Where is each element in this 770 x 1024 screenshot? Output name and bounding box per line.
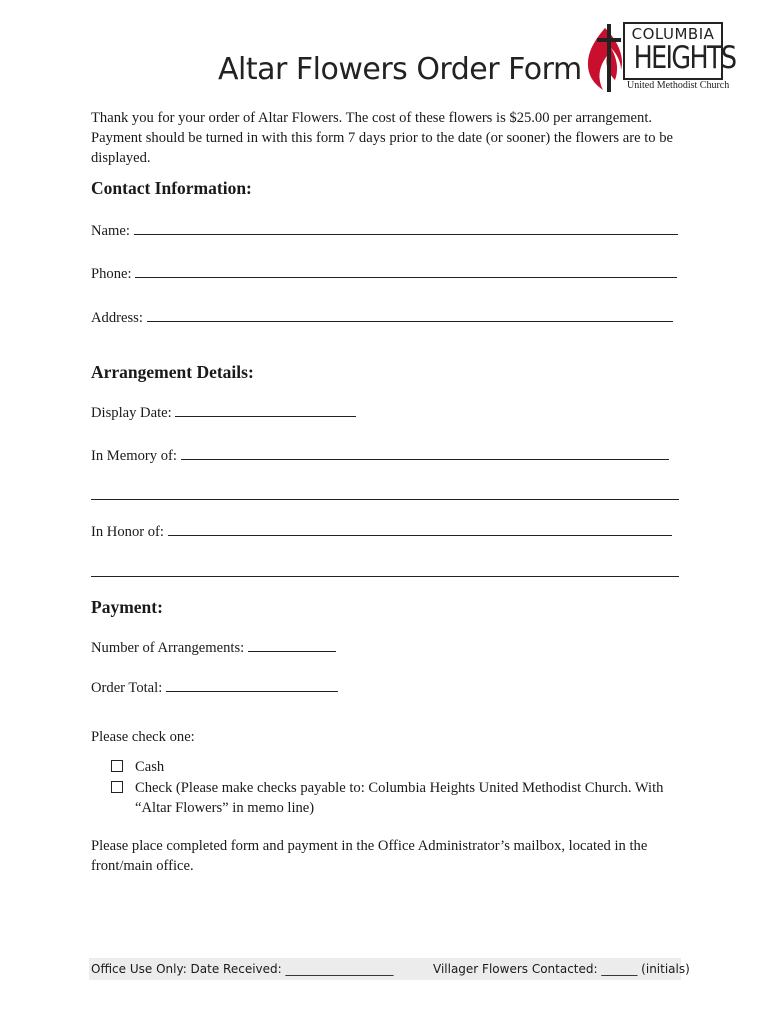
payment-heading: Payment: xyxy=(91,597,163,617)
phone-field[interactable] xyxy=(91,265,677,283)
in-memory-label: In Memory of: xyxy=(91,448,177,464)
arrangement-heading: Arrangement Details: xyxy=(91,362,254,382)
check-option[interactable] xyxy=(111,780,663,797)
instructions-paragraph: Please place completed form and payment in the Office Administrator’s mailbox, located in the front/main office. xyxy=(91,838,648,874)
logo-wordmark-box xyxy=(623,22,736,80)
in-honor-field[interactable] xyxy=(91,523,672,541)
name-label: Name: xyxy=(91,223,130,239)
display-date-field[interactable] xyxy=(91,404,356,422)
cash-checkbox[interactable] xyxy=(111,760,123,772)
in-memory-field[interactable] xyxy=(91,447,669,465)
address-line[interactable] xyxy=(147,309,673,322)
number-of-arrangements-field[interactable] xyxy=(91,639,336,657)
name-field[interactable] xyxy=(91,222,678,240)
footer-villager-contacted: Villager Flowers Contacted: ______ (initials) xyxy=(433,962,690,976)
cash-option[interactable] xyxy=(111,759,164,776)
name-line[interactable] xyxy=(134,222,678,235)
total-line[interactable] xyxy=(166,679,338,692)
address-field[interactable] xyxy=(91,309,673,327)
intro-paragraph: Thank you for your order of Altar Flowers. The cost of these flowers is $25.00 per arrangement. Payment should be turned in with this form 7 days prior to the date (or sooner) the flowers are to be displayed. xyxy=(91,110,673,166)
in-honor-line-2[interactable] xyxy=(91,576,679,577)
check-label-line2: “Altar Flowers” in memo line) xyxy=(135,800,315,816)
number-label: Number of Arrangements: xyxy=(91,640,245,656)
check-label-line1: Check (Please make checks payable to: Columbia Heights United Methodist Church. With xyxy=(135,780,664,796)
office-use-footer xyxy=(89,958,690,980)
logo-line2: HEIGHTS xyxy=(633,40,736,76)
order-total-field[interactable] xyxy=(91,679,338,697)
cash-label: Cash xyxy=(135,759,165,775)
in-memory-line[interactable] xyxy=(181,447,669,460)
phone-line[interactable] xyxy=(135,265,677,278)
display-date-label: Display Date: xyxy=(91,405,172,421)
in-memory-line-2[interactable] xyxy=(91,499,679,500)
in-honor-label: In Honor of: xyxy=(91,524,164,540)
total-label: Order Total: xyxy=(91,680,163,696)
page-title: Altar Flowers Order Form xyxy=(218,52,582,87)
number-line[interactable] xyxy=(248,639,336,652)
church-logo xyxy=(583,22,736,94)
display-date-line[interactable] xyxy=(175,404,356,417)
cross-and-flame-icon xyxy=(583,22,627,94)
logo-subtitle: United Methodist Church xyxy=(627,80,730,91)
address-label: Address: xyxy=(91,310,143,326)
in-honor-line[interactable] xyxy=(168,523,672,536)
logo-line1: COLUMBIA xyxy=(631,25,715,43)
contact-heading: Contact Information: xyxy=(91,178,252,198)
check-one-label: Please check one: xyxy=(91,729,195,745)
phone-label: Phone: xyxy=(91,266,132,282)
footer-date-received: Office Use Only: Date Received: __________________ xyxy=(91,962,394,976)
check-checkbox[interactable] xyxy=(111,781,123,793)
